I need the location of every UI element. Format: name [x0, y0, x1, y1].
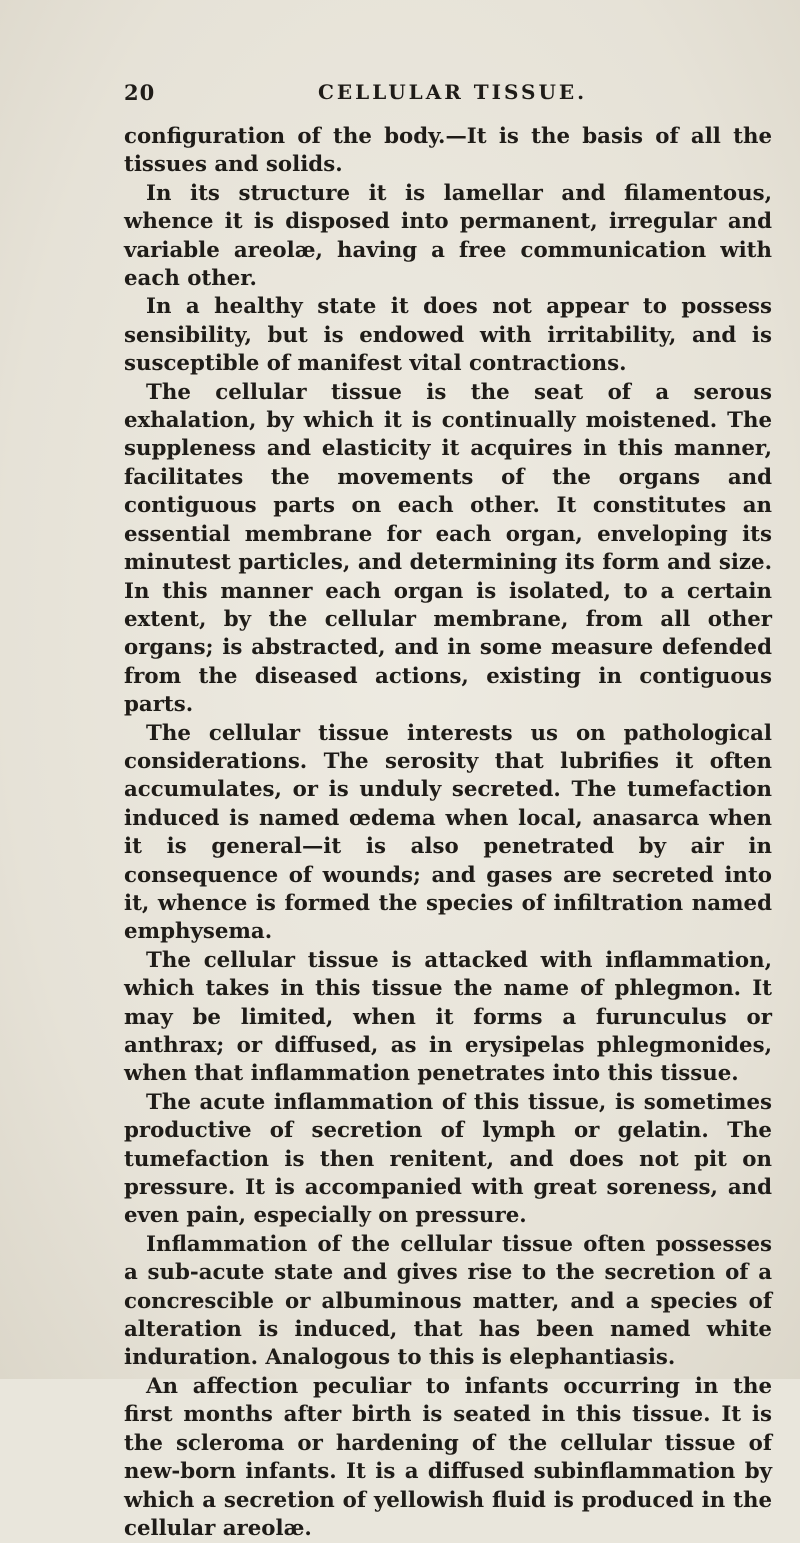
running-head: CELLULAR TISSUE.	[318, 80, 588, 104]
paragraph: In its structure it is lamellar and filamentous, whence it is disposed into permanent, irregular and variable areolæ, having a free communication with each other.	[124, 180, 772, 292]
paragraph: An affection peculiar to infants occurring in the first months after birth is seated in this tissue. It is the scleroma or hardening of the cellular tissue of new-born infants. It is a diffused subinflammation by which a secretion of yellowish fluid is produced in the cellular areolæ.	[124, 1373, 772, 1541]
page-header	[0, 80, 800, 110]
paragraph: The cellular tissue interests us on pathological considerations. The serosity that lubrifies it often accumulates, or is unduly secreted. The tumefaction induced is named œdema when local, anasarca when it is general—it is also penetrated by air in consequence of wounds; and gases are secreted into it, whence is formed the species of infiltration named emphysema.	[124, 720, 772, 945]
paragraph: Inflammation of the cellular tissue often possesses a sub-acute state and gives rise to the secretion of a concrescible or albuminous matter, and a species of alteration is induced, that has been named white induration. Analogous to this is elephantiasis.	[124, 1231, 772, 1371]
paragraph: The acute inflammation of this tissue, is sometimes productive of secretion of lymph or gelatin. The tumefaction is then renitent, and does not pit on pressure. It is accompanied with great soreness, and even pain, especially on pressure.	[124, 1089, 772, 1229]
paragraph: The cellular tissue is the seat of a serous exhalation, by which it is continually moistened. The suppleness and elasticity it acquires in this manner, facilitates the movements of the organs and contiguous parts on each other. It constitutes an essential membrane for each organ, enveloping its minutest particles, and determining its form and size. In this manner each organ is isolated, to a certain extent, by the cellular membrane, from all other organs; is abstracted, and in some measure defended from the diseased actions, existing in contiguous parts.	[124, 379, 772, 718]
paragraph: configuration of the body.—It is the basis of all the tissues and solids.	[124, 124, 772, 178]
page-number: 20	[124, 80, 156, 105]
paragraph: In a healthy state it does not appear to possess sensibility, but is endowed with irritability, and is susceptible of manifest vital contractions.	[124, 294, 772, 377]
body-text	[124, 123, 772, 1543]
paragraph: The cellular tissue is attacked with inflammation, which takes in this tissue the name of phlegmon. It may be limited, when it forms a furunculus or anthrax; or diffused, as in erysipelas phlegmonides, when that inflammation penetrates into this tissue.	[124, 947, 772, 1087]
